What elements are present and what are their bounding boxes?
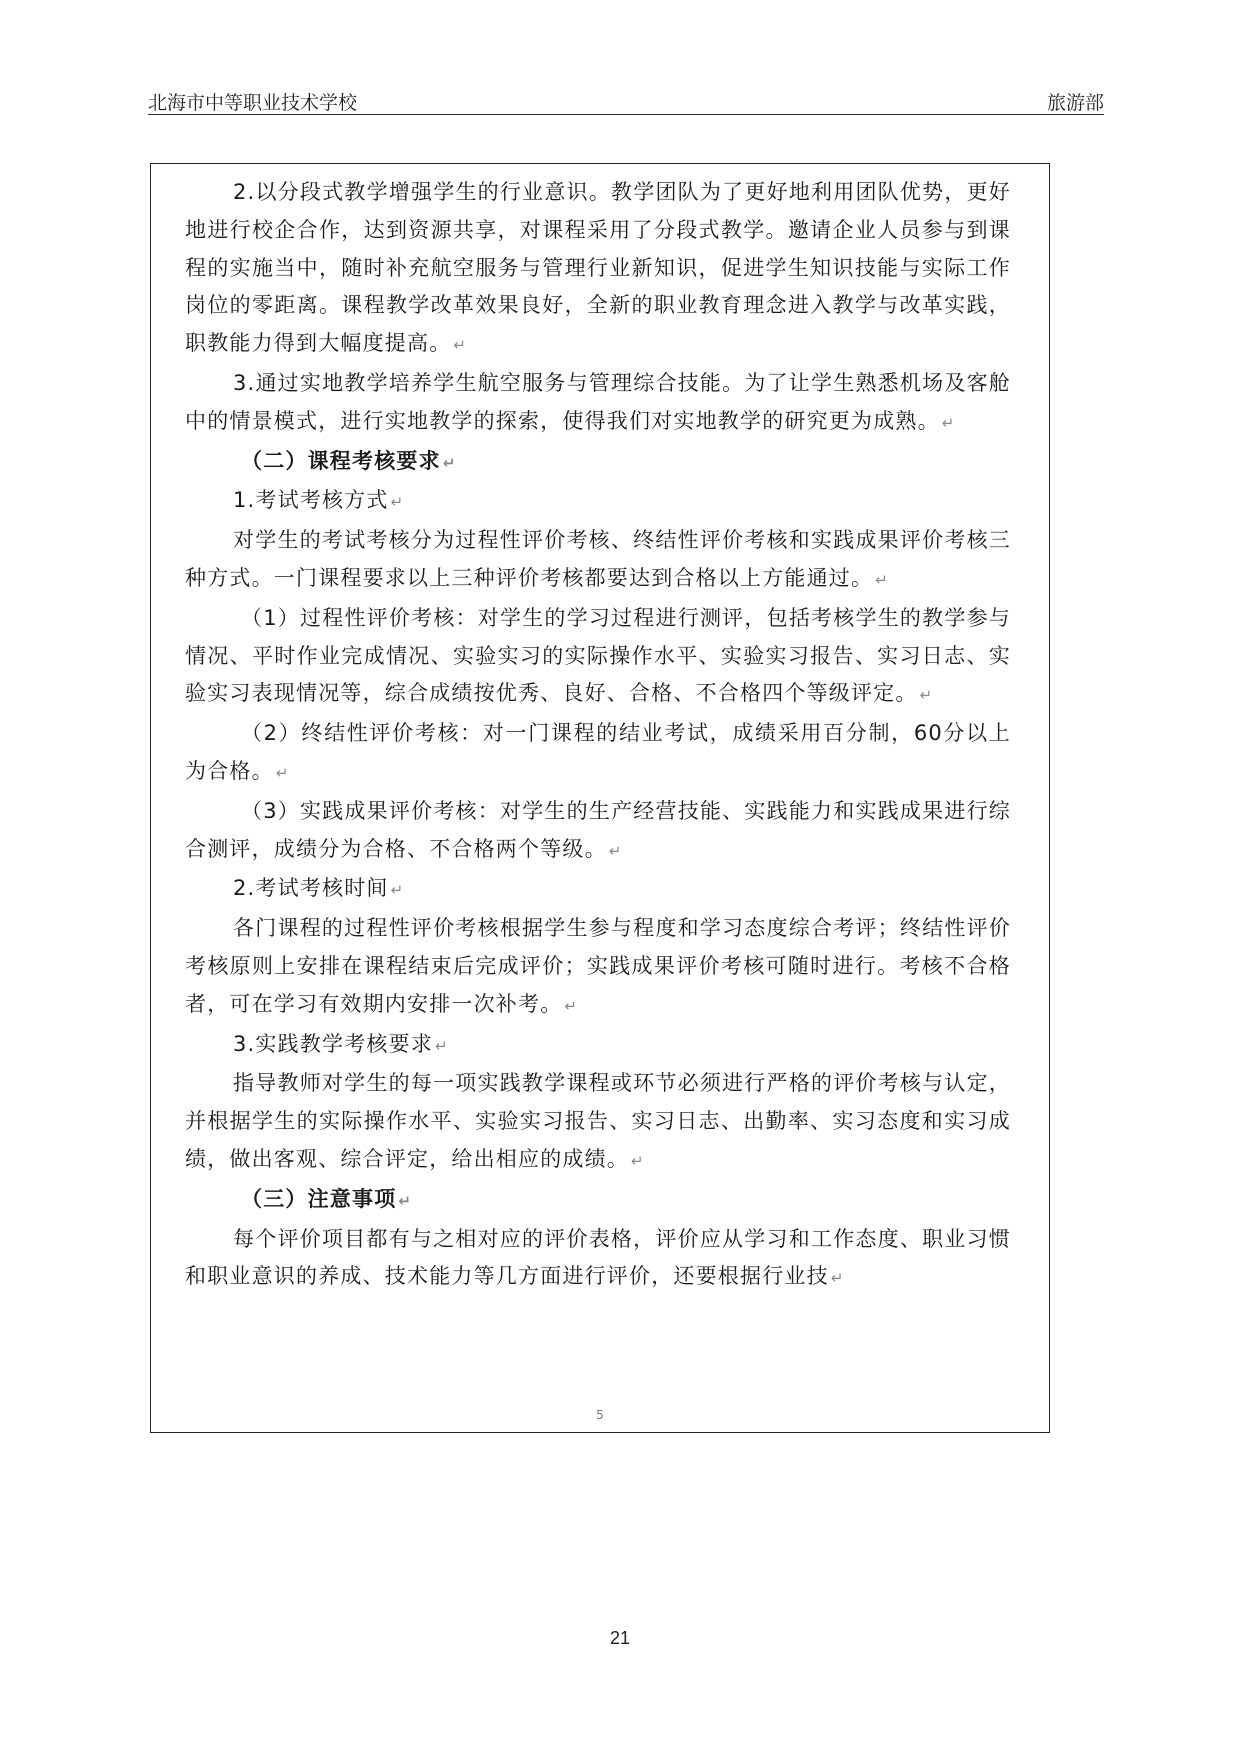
paragraph-mark-icon: ↵ [398,1191,413,1210]
paragraph-mark-icon: ↵ [608,841,623,860]
header-school: 北海市中等职业技术学校 [148,92,358,114]
paragraph: （1）过程性评价考核：对学生的学习过程进行测评，包括考核学生的教学参与情况、平时作业完成情况、实验实习的实际操作水平、实验实习报告、实习日志、实验实习表现情况等，综合成绩按优秀、良好、合格、不合格四个等级评定。 ↵ [185,605,1011,706]
paragraph-mark-icon: ↵ [564,996,579,1015]
paragraph: （3）实践成果评价考核：对学生的生产经营技能、实践能力和实践成果进行综合测评，成绩分为合格、不合格两个等级。 ↵ [185,798,1011,861]
section-heading: （三）注意事项 ↵ [241,1186,413,1211]
paragraph: 指导教师对学生的每一项实践教学课程或环节必须进行严格的评价考核与认定，并根据学生的实际操作水平、实验实习报告、实习日志、出勤率、实习态度和实习成绩，做出客观、综合评定，给出相应的成绩。 ↵ [185,1071,1011,1171]
paragraph: 3.通过实地教学培养学生航空服务与管理综合技能。为了让学生熟悉机场及客舱中的情景模式，进行实地教学的探索，使得我们对实地教学的研究更为成熟。 ↵ [185,370,1011,433]
paragraph: 对学生的考试考核分为过程性评价考核、终结性评价考核和实践成果评价考核三种方式。一门课程要求以上三种评价考核都要达到合格以上方能通过。 ↵ [185,528,1011,590]
page-number: 21 [609,1628,631,1648]
paragraph-mark-icon: ↵ [631,1151,645,1170]
document-body [185,174,1011,1298]
section-heading: （二）课程考核要求 ↵ [241,448,457,473]
paragraph: 各门课程的过程性评价考核根据学生参与程度和学习态度综合考评；终结性评价考核原则上安排在课程结束后完成评价；实践成果评价考核可随时进行。考核不合格者，可在学习有效期内安排一次补考。 ↵ [185,916,1011,1016]
paragraph-mark-icon: ↵ [442,453,457,472]
paragraph-mark-icon: ↵ [275,763,290,782]
paragraph: 3.实践教学考核要求 ↵ [233,1031,449,1056]
header-department: 旅游部 [1046,92,1104,114]
paragraph-mark-icon: ↵ [875,570,889,589]
paragraph-mark-icon: ↵ [919,686,934,705]
paragraph-mark-icon: ↵ [941,413,956,432]
paragraph-mark-icon: ↵ [435,1036,449,1055]
paragraph-mark-icon: ↵ [390,493,405,512]
paragraph-mark-icon: ↵ [453,336,468,355]
paragraph: 2.考试考核时间 ↵ [233,876,405,901]
paragraph: 2.以分段式教学增强学生的行业意识。教学团队为了更好地利用团队优势，更好地进行校企合作，达到资源共享，对课程采用了分段式教学。邀请企业人员参与到课程的实施当中，随时补充航空服务与管理行业新知识，促进学生知识技能与实际工作岗位的零距离。课程教学改革效果良好，全新的职业教育理念进入教学与改革实践，职教能力得到大幅度提高。 ↵ [185,180,1011,356]
paragraph-mark-icon: ↵ [830,1269,845,1288]
inner-page-number: 5 [596,1408,604,1422]
embedded-page-frame [150,163,1050,1433]
paragraph-mark-icon: ↵ [390,881,405,900]
paragraph: 每个评价项目都有与之相对应的评价表格，评价应从学习和工作态度、职业习惯和职业意识的养成、技术能力等几方面进行评价，还要根据行业技 ↵ [185,1226,1011,1289]
header-rule [148,114,1104,115]
paragraph: （2）终结性评价考核：对一门课程的结业考试，成绩采用百分制，60分以上为合格。 ↵ [185,721,1011,783]
paragraph: 1.考试考核方式 ↵ [233,488,405,513]
